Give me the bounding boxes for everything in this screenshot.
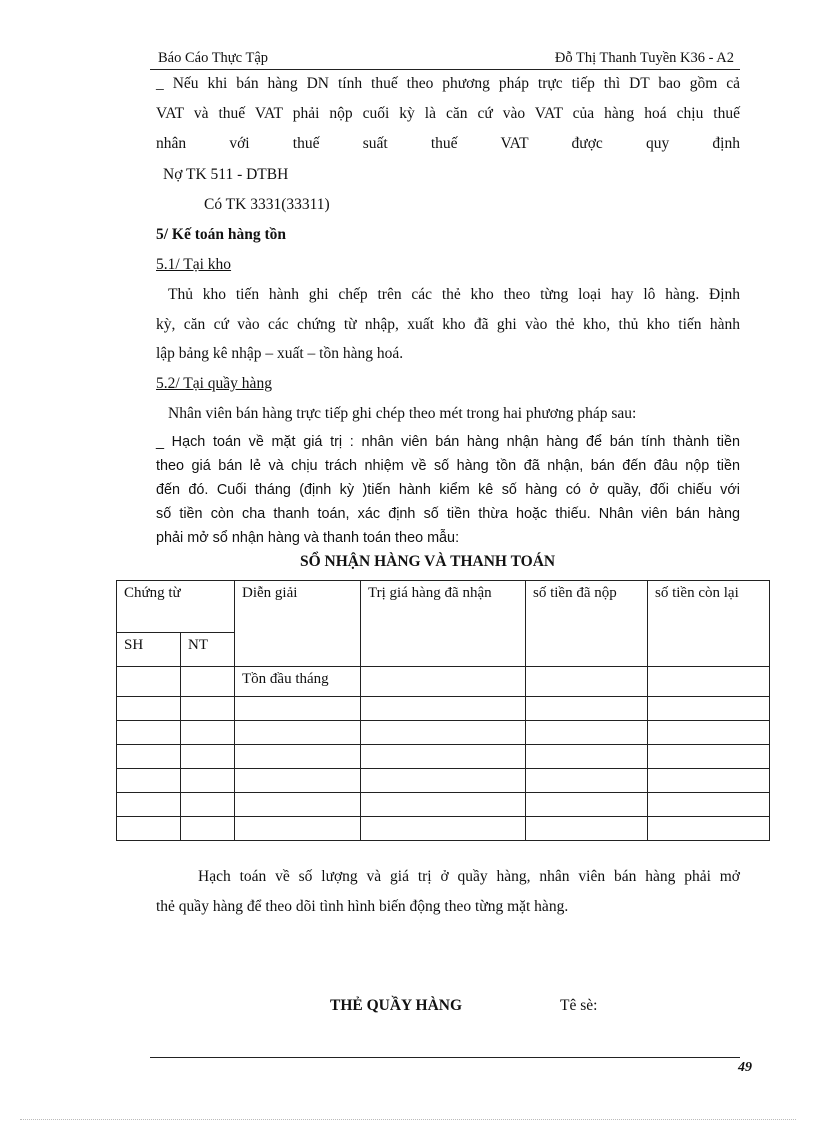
- paragraph-line: số tiền còn cha thanh toán, xác định số tiền thừa hoặc thiếu. Nhân viên bán hàng: [156, 506, 740, 522]
- paragraph-line: phải mở sổ nhận hàng và thanh toán theo mẫu:: [156, 530, 460, 546]
- table-row: [117, 817, 770, 841]
- ledger-table: [116, 580, 770, 841]
- paragraph-line: Thủ kho tiến hành ghi chếp trên các thẻ kho theo từng loại hay lô hàng. Định: [168, 286, 740, 303]
- paragraph-line: thẻ quầy hàng để theo dõi tình hình biến động theo từng mặt hàng.: [156, 898, 569, 915]
- credit-entry: Có TK 3331(33311): [204, 196, 330, 213]
- paragraph-line: _ Nếu khi bán hàng DN tính thuế theo phương pháp trực tiếp thì DT bao gồm cả: [156, 75, 740, 92]
- header-divider: [150, 69, 740, 70]
- paragraph-line: Hạch toán về số lượng và giá trị ở quầy hàng, nhân viên bán hàng phải mở: [198, 868, 740, 885]
- debit-entry: Nợ TK 511 - DTBH: [163, 166, 289, 183]
- table-row: [117, 745, 770, 769]
- footer-divider: [150, 1057, 740, 1058]
- paragraph-line: đến đó. Cuối tháng (định kỳ )tiến hành kiểm kê số hàng có ở quầy, đối chiếu với: [156, 482, 740, 498]
- paragraph-line: nhân với thuế suất thuế VAT được quy định: [156, 135, 740, 152]
- paragraph-line: Nhân viên bán hàng trực tiếp ghi chép theo mét trong hai phương pháp sau:: [168, 405, 637, 422]
- table-header-cell: số tiền đã nộp: [526, 581, 648, 667]
- header-left: Báo Cáo Thực Tập: [158, 50, 269, 66]
- card-name-label: Tê sè:: [560, 997, 598, 1014]
- subsection-heading: 5.2/ Tại quầy hàng: [156, 375, 272, 392]
- subsection-heading: 5.1/ Tại kho: [156, 256, 232, 273]
- table-row: [117, 721, 770, 745]
- table-header-cell: SH: [117, 633, 181, 667]
- table-header-cell: số tiền còn lại: [648, 581, 770, 667]
- card-title: THẺ QUẦY HÀNG: [330, 997, 463, 1014]
- table-row: [117, 667, 770, 697]
- page-number: 49: [738, 1060, 752, 1075]
- ledger-title: SỔ NHẬN HÀNG VÀ THANH TOÁN: [300, 553, 556, 570]
- paragraph-line: theo giá bán lẻ và chịu trách nhiệm về số hàng tồn đã nhận, bán đến đâu nộp tiền: [156, 458, 740, 474]
- paragraph-line: VAT và thuế VAT phải nộp cuối kỳ là căn cứ vào VAT của hàng hoá chịu thuế: [156, 105, 740, 122]
- header-right: Đỗ Thị Thanh Tuyền K36 - A2: [554, 50, 734, 66]
- table-header-cell: Trị giá hàng đã nhận: [361, 581, 526, 667]
- paragraph-line: kỳ, căn cứ vào các chứng từ nhập, xuất kho đã ghi vào thẻ kho, thủ kho tiến hành: [156, 316, 740, 333]
- table-cell: Tồn đầu tháng: [235, 667, 361, 697]
- table-row: [117, 793, 770, 817]
- paragraph-line: lập bảng kê nhập – xuất – tồn hàng hoá.: [156, 345, 404, 362]
- table-header-cell: Chứng từ: [117, 581, 235, 633]
- table-row: [117, 697, 770, 721]
- page-header: [158, 50, 740, 68]
- paragraph-line: _ Hạch toán về mặt giá trị : nhân viên bán hàng nhận hàng để bán tính thành tiền: [156, 434, 740, 450]
- section-heading: 5/ Kế toán hàng tồn: [156, 226, 287, 243]
- table-header-cell: Diễn giải: [235, 581, 361, 667]
- page-edge: [20, 1119, 796, 1120]
- table-row: [117, 769, 770, 793]
- table-header-cell: NT: [181, 633, 235, 667]
